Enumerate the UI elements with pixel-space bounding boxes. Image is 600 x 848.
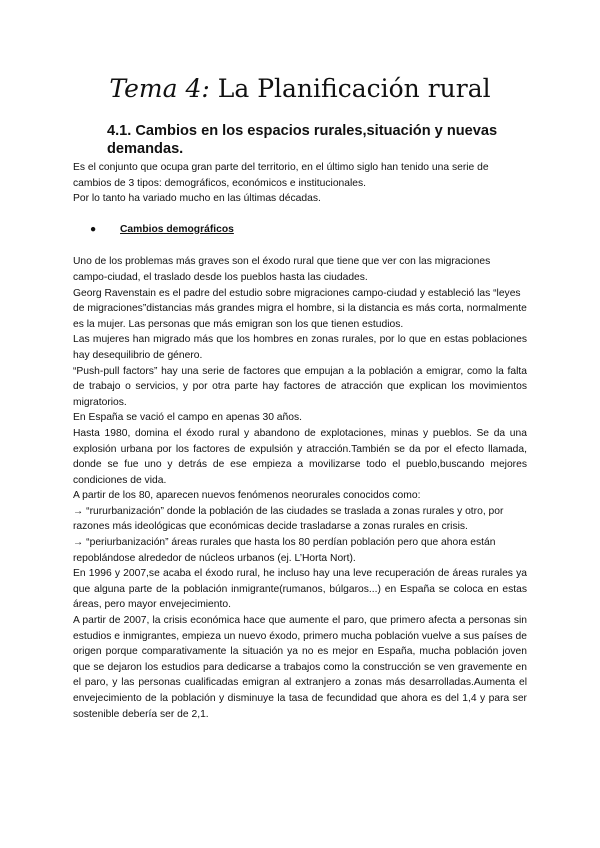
body-paragraph: Georg Ravenstain es el padre del estudio sobre migraciones campo-ciudad y estableció las “leyes de migraciones”distancias más grandes migra el hombre, si la distancia es más corta, normalmente es la mujer. Las personas que más emigran son los que tienen estudios. (73, 287, 527, 330)
body-paragraph: Uno de los problemas más graves son el éxodo rural que tiene que ver con las migraciones campo-ciudad, el traslado desde los pueblos hasta las ciudades. (73, 256, 491, 283)
document-body (73, 160, 527, 722)
body-paragraph: → “periurbanización” áreas rurales que hasta los 80 perdían población pero que ahora están repoblándose alrededor de núcleos urbanos (ej. L’Horta Nort). (73, 537, 496, 564)
body-paragraph: → “rururbanización” donde la población de las ciudades se traslada a zonas rurales y otro, por razones más ideológicas que económicas decide trasladarse a zonas rurales en crisis. (73, 505, 504, 533)
body-paragraph: Las mujeres han migrado más que los hombres en zonas rurales, por lo que en estas poblaciones hay desequilibrio de género. (73, 334, 527, 361)
title-text: La Planificación rural (209, 74, 491, 103)
body-paragraph: A partir de 2007, la crisis económica hace que aumente el paro, que primero afecta a personas sin estudios e inmigrantes, empieza un nuevo éxodo, primero mucha población vuelve a sus países de origen porque comparativamente la situación ya no es mejor en España, mucha población joven que se dejaron los estudios para dedicarse a trabajos como la construcción se ven gravemente en el paro, y las personas cualificadas emigran al extranjero a zonas más desarrolladas.Aumenta el envejecimiento de la población y disminuye la tasa de fecundidad que ahora es del 1,4 y para ser sostenible debería ser de 2,1. (73, 615, 527, 720)
body-paragraph: A partir de los 80, aparecen nuevos fenómenos neorurales conocidos como: (73, 490, 421, 502)
page-title (0, 74, 600, 104)
title-topic-number: Tema 4: (109, 74, 210, 103)
bullet-heading-label: Cambios demográficos (120, 223, 234, 235)
intro-paragraph: Es el conjunto que ocupa gran parte del territorio, en el último siglo han tenido una serie de cambios de 3 tipos: demográficos, económicos e institucionales. (73, 162, 489, 189)
bullet-heading (73, 222, 527, 238)
body-paragraph: En España se vació el campo en apenas 30 años. (73, 412, 302, 424)
body-paragraph: Hasta 1980, domina el éxodo rural y abandono de explotaciones, minas y pueblos. Se da una explosión urbana por los factores de expulsión y atracción.También se da por el efecto llamada, donde se fue uno y detrás de ese empieza a movilizarse todo el pueblo,buscando mejores condiciones de vida. (73, 427, 527, 486)
bullet-dot-icon: ● (90, 223, 97, 235)
intro-paragraph: Por lo tanto ha variado mucho en las últimas décadas. (73, 193, 321, 205)
body-paragraph: “Push-pull factors” hay una serie de factores que empujan a la población a emigrar, como la falta de trabajo o servicios, y por otra parte hay factores de atracción que explican los movimientos migratorios. (73, 365, 527, 408)
section-heading: 4.1. Cambios en los espacios rurales,situación y nuevas demandas. (107, 123, 498, 157)
body-paragraph: En 1996 y 2007,se acaba el éxodo rural, he incluso hay una leve recuperación de áreas rurales ya que alguna parte de la población inmigrante(rumanos, búlgaros...) en España se coloca en estas áreas, pero mayor envejecimiento. (73, 568, 527, 611)
